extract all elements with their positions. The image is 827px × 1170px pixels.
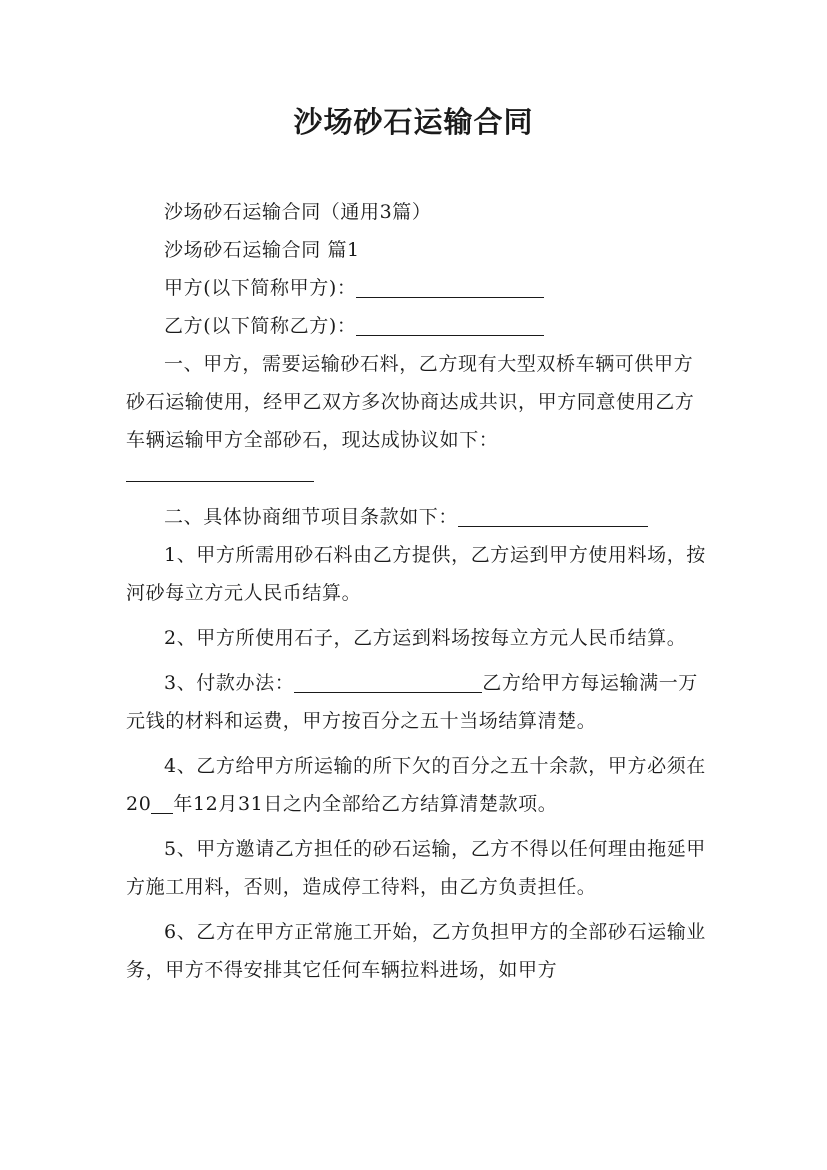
year-blank <box>151 791 173 814</box>
paragraph-2-line <box>126 498 712 536</box>
agreement-blank <box>126 459 314 482</box>
clause-6: 6、乙方在甲方正常施工开始，乙方负担甲方的全部砂石运输业务，甲方不得安排其它任何车辆拉料进场，如甲方 <box>126 921 706 981</box>
paragraph-2: 二、具体协商细节项目条款如下： <box>164 506 459 528</box>
clause-3 <box>126 664 712 740</box>
document-body <box>126 193 712 989</box>
clause-4 <box>126 747 712 823</box>
party-b-line <box>126 307 712 345</box>
clause-5: 5、甲方邀请乙方担任的砂石运输，乙方不得以任何理由拖延甲方施工用料，否则，造成停工待料，由乙方负责担任。 <box>126 838 706 898</box>
party-a-label: 甲方(以下简称甲方)： <box>164 277 357 299</box>
clause-1: 1、甲方所需用砂石料由乙方提供，乙方运到甲方使用料场，按河砂每立方元人民币结算。 <box>126 544 706 604</box>
party-b-blank <box>356 313 544 336</box>
section-heading: 沙场砂石运输合同 篇1 <box>164 239 360 261</box>
payment-method-blank <box>294 670 482 693</box>
clause-4-prefix: 4、乙方给甲方所运输的所下欠的百分之五十余款，甲方必须在20 <box>126 755 706 815</box>
paragraph-1: 一、甲方，需要运输砂石料，乙方现有大型双桥车辆可供甲方砂石运输使用，经甲乙双方多次协商达成共识，甲方同意使用乙方车辆运输甲方全部砂石，现达成协议如下： <box>126 353 695 451</box>
clause-2: 2、甲方所使用石子，乙方运到料场按每立方元人民币结算。 <box>164 627 687 649</box>
party-a-blank <box>356 275 544 298</box>
terms-blank <box>458 504 648 527</box>
party-b-label: 乙方(以下简称乙方)： <box>164 315 357 337</box>
party-a-line <box>126 269 712 307</box>
clause-3-suffix: 乙方给甲方每运输满一万元钱的材料和运费，甲方按百分之五十当场结算清楚。 <box>126 672 698 732</box>
clause-4-suffix: 年12月31日之内全部给乙方结算清楚款项。 <box>173 793 558 815</box>
document-title: 沙场砂石运输合同 <box>293 105 534 139</box>
clause-3-prefix: 3、付款办法： <box>164 672 295 694</box>
document-subtitle: 沙场砂石运输合同（通用3篇） <box>164 201 432 223</box>
